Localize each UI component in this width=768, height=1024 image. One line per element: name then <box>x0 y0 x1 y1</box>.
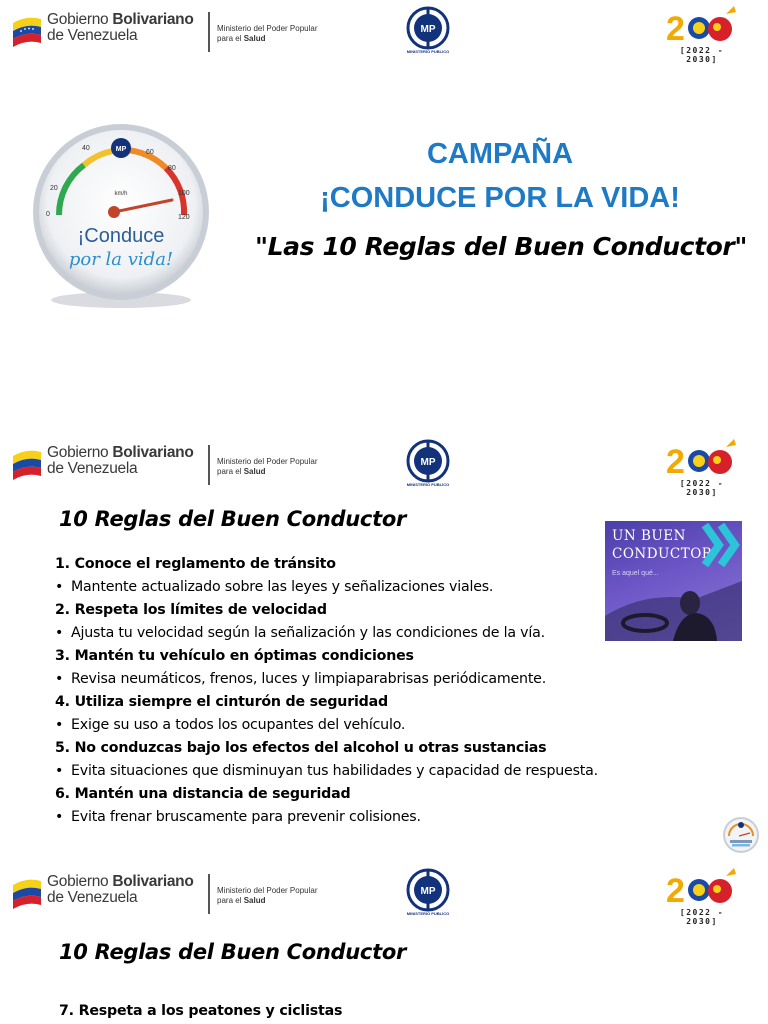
rule-heading: 5. No conduzcas bajo los efectos del alcohol u otras sustancias <box>55 740 547 756</box>
rule-heading: 7. Respeta a los peatones y ciclistas <box>59 1003 343 1019</box>
rule-detail: • Ajusta tu velocidad según la señalización y las condiciones de la vía. <box>55 625 545 641</box>
bicentennial-years: [2022 - 2030] <box>679 479 725 497</box>
slide-1 <box>0 0 768 405</box>
tick-label: 0 <box>46 211 50 218</box>
rule-detail: • Exige su uso a todos los ocupantes del vehículo. <box>55 717 406 733</box>
tick-label: 80 <box>168 165 176 172</box>
slide-2 <box>0 433 768 853</box>
rule-heading: 3. Mantén tu vehículo en óptimas condiciones <box>55 648 414 664</box>
rule-detail: • Mantente actualizado sobre las leyes y señalizaciones viales. <box>55 579 494 595</box>
campaign-label: CAMPAÑA <box>426 138 574 170</box>
mp-subtitle: MINISTERIO PUBLICO <box>406 482 450 487</box>
speedo-slogan-line2: por la vida! <box>68 249 174 270</box>
rule-heading: 1. Conoce el reglamento de tránsito <box>55 556 336 572</box>
campaign-name: ¡CONDUCE POR LA VIDA! <box>320 182 680 214</box>
promo-heading: UN BUEN CONDUCTOR <box>612 528 713 562</box>
svg-text:2: 2 <box>666 872 685 910</box>
promo-caption: Es aquel qué... <box>612 570 659 577</box>
venezuela-flag-icon <box>11 446 43 480</box>
speedo-slogan-line1: ¡Conduce <box>77 225 165 247</box>
bicentennial-years: [2022 - 2030] <box>679 908 725 926</box>
rules-list <box>55 553 675 829</box>
bicentennial-years: [2022 - 2030] <box>679 46 725 64</box>
speedo-mp-text: MP <box>115 146 127 153</box>
rule-heading: 2. Respeta los límites de velocidad <box>55 602 327 618</box>
venezuela-flag-icon <box>11 875 43 909</box>
mp-subtitle: MINISTERIO PUBLICO <box>406 49 450 54</box>
tick-label: 120 <box>178 214 190 221</box>
rule-detail: • Evita frenar bruscamente para prevenir colisiones. <box>55 809 421 825</box>
mp-logo-text: MP <box>420 24 436 35</box>
ministry-name: Ministerio del Poder Popular para el Salud <box>217 886 318 905</box>
mini-speedometer-logo-icon <box>722 816 760 853</box>
header-divider <box>208 12 210 52</box>
ministry-name: Ministerio del Poder Popular para el Salud <box>217 24 318 43</box>
government-name: Gobierno Bolivariano de Venezuela <box>47 11 194 44</box>
svg-text:2: 2 <box>666 10 685 48</box>
mp-subtitle: MINISTERIO PUBLICO <box>406 911 450 916</box>
slide-3 <box>0 862 768 1024</box>
tick-label: 100 <box>178 190 190 197</box>
rule-detail: • Revisa neumáticos, frenos, luces y limpiaparabrisas periódicamente. <box>55 671 547 687</box>
mp-logo-text: MP <box>420 457 436 468</box>
venezuela-flag-icon <box>11 13 43 47</box>
header-divider <box>208 445 210 485</box>
speedometer-campaign-logo <box>26 120 216 310</box>
section-title: 10 Reglas del Buen Conductor <box>59 507 407 531</box>
rule-heading: 4. Utiliza siempre el cinturón de seguridad <box>55 694 388 710</box>
ministry-name: Ministerio del Poder Popular para el Salud <box>217 457 318 476</box>
government-name: Gobierno Bolivariano de Venezuela <box>47 444 194 477</box>
rule-heading: 6. Mantén una distancia de seguridad <box>55 786 351 802</box>
campaign-heading <box>260 132 740 220</box>
slide-header <box>0 862 768 942</box>
tick-label: 60 <box>146 149 154 156</box>
header-divider <box>208 874 210 914</box>
section-title: 10 Reglas del Buen Conductor <box>59 940 407 964</box>
slide-subtitle: "Las 10 Reglas del Buen Conductor" <box>255 232 747 261</box>
government-name: Gobierno Bolivariano de Venezuela <box>47 873 194 906</box>
mp-logo-text: MP <box>420 886 436 897</box>
slide-header <box>0 0 768 80</box>
tick-label: 20 <box>50 185 58 192</box>
rule-detail: • Evita situaciones que disminuyan tus habilidades y capacidad de respuesta. <box>55 763 598 779</box>
svg-text:2: 2 <box>666 443 685 481</box>
tick-label: 40 <box>82 145 90 152</box>
slide-header <box>0 433 768 513</box>
speedo-unit: km/h <box>114 191 128 197</box>
